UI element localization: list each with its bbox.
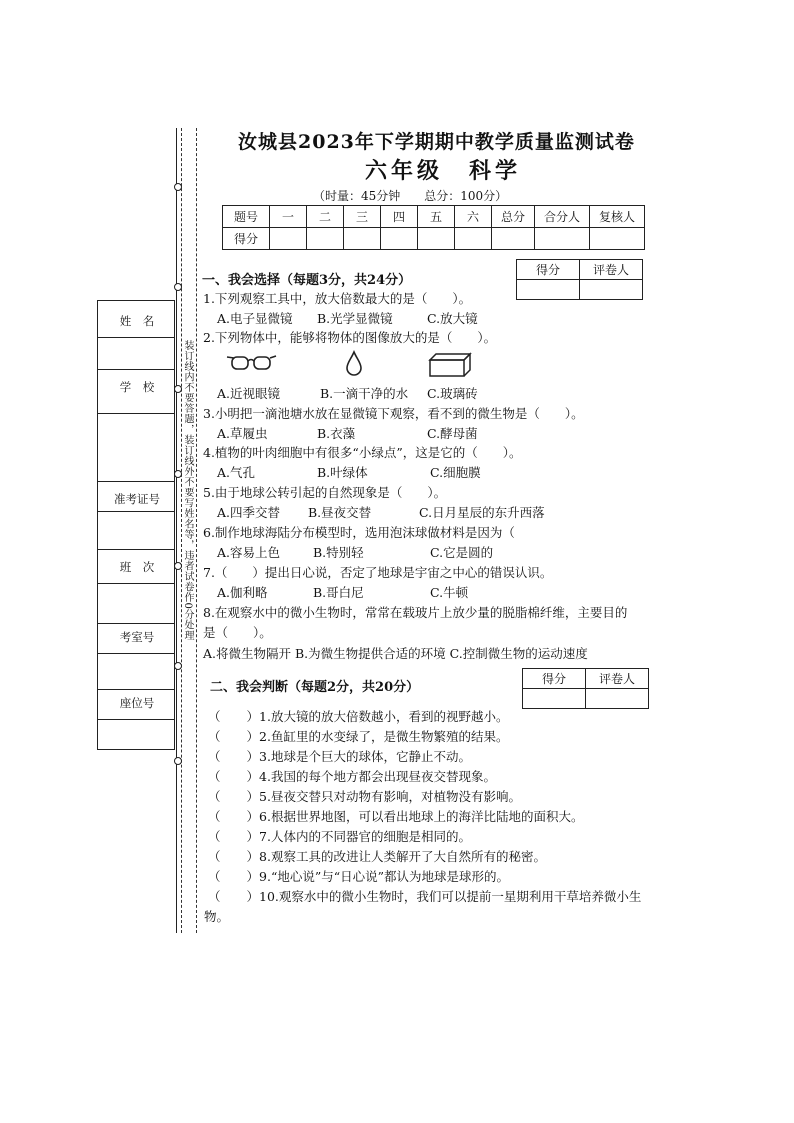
exam-title: 汝城县2023年下学期期中教学质量监测试卷 bbox=[238, 131, 635, 153]
score-table-score-row bbox=[223, 228, 645, 250]
option-b: B.衣藻 bbox=[317, 426, 356, 441]
grader-label: 评卷人 bbox=[586, 669, 649, 689]
paren-close: ） bbox=[246, 709, 260, 724]
section2-title: 二、我会判断（每题2分，共20分） bbox=[210, 680, 420, 695]
exam-number-label: 准考证号 bbox=[114, 492, 160, 506]
exam-room-label: 考室号 bbox=[119, 630, 155, 644]
name-label: 姓 名 bbox=[119, 314, 155, 328]
judge-item bbox=[208, 851, 546, 864]
judge-statement: 3.地球是个巨大的球体，它静止不动。 bbox=[259, 749, 471, 764]
paren-close: ） bbox=[246, 729, 260, 744]
exam-time-score: （时量：45分钟 总分：100分） bbox=[313, 189, 508, 203]
judge-item bbox=[208, 791, 521, 804]
judge-item bbox=[208, 751, 471, 764]
option-b: B.哥白尼 bbox=[313, 585, 364, 600]
judge-item bbox=[208, 711, 508, 724]
paren-close: ） bbox=[246, 809, 260, 824]
paren-open: （ bbox=[208, 829, 221, 844]
question-6: 6.制作地球海陆分布模型时，选用泡沫球做材料是因为（ bbox=[203, 525, 515, 540]
judge-item-10-cont: 物。 bbox=[204, 909, 230, 924]
score-table bbox=[222, 205, 645, 250]
info-divider bbox=[98, 719, 174, 720]
seat-number-label: 座位号 bbox=[119, 696, 155, 710]
score-input-cell[interactable] bbox=[492, 228, 535, 250]
water-drop-icon bbox=[345, 350, 363, 380]
score-cell: 题号 bbox=[223, 206, 270, 228]
paren-close: ） bbox=[246, 889, 260, 904]
question-5: 5.由于地球公转引起的自然现象是（ ）。 bbox=[203, 485, 447, 500]
judge-statement: 1.放大镜的放大倍数越小，看到的视野越小。 bbox=[259, 709, 509, 724]
judge-statement: 6.根据世界地图，可以看出地球上的海洋比陆地的面积大。 bbox=[259, 809, 584, 824]
paren-open: （ bbox=[208, 749, 221, 764]
info-divider bbox=[98, 511, 174, 512]
info-divider bbox=[98, 583, 174, 584]
paren-open: （ bbox=[208, 849, 221, 864]
paren-close: ） bbox=[246, 829, 260, 844]
option-c: C.玻璃砖 bbox=[427, 386, 478, 401]
score-input-cell[interactable] bbox=[344, 228, 381, 250]
score-input-cell[interactable] bbox=[270, 228, 307, 250]
question-2: 2.下列物体中，能够将物体的图像放大的是（ ）。 bbox=[203, 330, 497, 345]
option-a: A.电子显微镜 bbox=[217, 311, 293, 326]
paren-close: ） bbox=[246, 749, 260, 764]
question-7: 7.（ ）提出日心说，否定了地球是宇宙之中心的错误认识。 bbox=[203, 565, 553, 580]
paren-open: （ bbox=[208, 889, 221, 904]
score-cell: 六 bbox=[455, 206, 492, 228]
option-b: B.一滴干净的水 bbox=[320, 386, 409, 401]
paren-open: （ bbox=[208, 809, 221, 824]
binding-hole bbox=[174, 183, 182, 191]
section2-grader-table bbox=[522, 668, 649, 709]
paren-close: ） bbox=[246, 789, 260, 804]
binding-hole bbox=[174, 283, 182, 291]
score-cell: 合分人 bbox=[535, 206, 590, 228]
option-a: A.气孔 bbox=[217, 465, 256, 480]
info-divider bbox=[98, 689, 174, 690]
option-c: C.牛顿 bbox=[430, 585, 469, 600]
score-cell: 三 bbox=[344, 206, 381, 228]
info-divider bbox=[98, 369, 174, 370]
option-b: B.叶绿体 bbox=[317, 465, 368, 480]
judge-statement: 4.我国的每个地方都会出现昼夜交替现象。 bbox=[259, 769, 496, 784]
paren-close: ） bbox=[246, 869, 260, 884]
score-cell: 得分 bbox=[223, 228, 270, 250]
score-cell: 总分 bbox=[492, 206, 535, 228]
option-b: B.光学显微镜 bbox=[317, 311, 393, 326]
option-a: A.四季交替 bbox=[217, 505, 281, 520]
judge-statement: 5.昼夜交替只对动物有影响，对植物没有影响。 bbox=[259, 789, 521, 804]
score-input-cell[interactable] bbox=[418, 228, 455, 250]
score-cell: 一 bbox=[270, 206, 307, 228]
question-8-cont: 是（ ）。 bbox=[203, 625, 272, 640]
judge-statement: 2.鱼缸里的水变绿了，是微生物繁殖的结果。 bbox=[259, 729, 509, 744]
student-info-box bbox=[97, 300, 175, 750]
question-4: 4.植物的叶肉细胞中有很多“小绿点”，这是它的（ ）。 bbox=[203, 445, 522, 460]
judge-item bbox=[208, 831, 471, 844]
question-1: 1.下列观察工具中，放大倍数最大的是（ ）。 bbox=[203, 291, 472, 306]
option-a: A.伽利略 bbox=[217, 585, 268, 600]
question-8-options: A.将微生物隔开 B.为微生物提供合适的环境 C.控制微生物的运动速度 bbox=[203, 646, 588, 661]
grader-score-label: 得分 bbox=[517, 260, 580, 280]
section1-title: 一、我会选择（每题3分，共24分） bbox=[202, 273, 412, 288]
judge-item bbox=[208, 891, 641, 904]
option-a: A.草履虫 bbox=[217, 426, 268, 441]
score-cell: 四 bbox=[381, 206, 418, 228]
score-input-cell[interactable] bbox=[590, 228, 645, 250]
option-c: C.它是圆的 bbox=[430, 545, 494, 560]
info-divider bbox=[98, 413, 174, 414]
score-input-cell[interactable] bbox=[381, 228, 418, 250]
paren-open: （ bbox=[208, 869, 221, 884]
binding-notice: 装订线内不要答题，装订线外不要写姓名等，违者试卷作0分处理 bbox=[182, 340, 193, 641]
info-divider bbox=[98, 653, 174, 654]
judge-item bbox=[208, 731, 508, 744]
binding-hole bbox=[174, 757, 182, 765]
paren-open: （ bbox=[208, 789, 221, 804]
paren-close: ） bbox=[246, 769, 260, 784]
school-label: 学 校 bbox=[119, 380, 155, 394]
grader-label: 评卷人 bbox=[580, 260, 643, 280]
judge-item bbox=[208, 871, 509, 884]
score-cell: 复核人 bbox=[590, 206, 645, 228]
glass-brick-icon bbox=[428, 352, 472, 382]
question-8: 8.在观察水中的微小生物时，常常在载玻片上放少量的脱脂棉纤维，主要目的 bbox=[203, 605, 628, 620]
judge-item bbox=[208, 771, 496, 784]
judge-statement: 7.人体内的不同器官的细胞是相同的。 bbox=[259, 829, 471, 844]
question-3: 3.小明把一滴池塘水放在显微镜下观察，看不到的微生物是（ ）。 bbox=[203, 406, 584, 421]
glasses-icon bbox=[225, 352, 277, 378]
judge-statement: 8.观察工具的改进让人类解开了大自然所有的秘密。 bbox=[259, 849, 546, 864]
score-input-cell[interactable] bbox=[307, 228, 344, 250]
score-cell: 二 bbox=[307, 206, 344, 228]
grader-input-cell[interactable] bbox=[586, 689, 649, 709]
option-b: B.特别轻 bbox=[313, 545, 364, 560]
class-label: 班 次 bbox=[119, 560, 155, 574]
score-table-header-row bbox=[223, 206, 645, 228]
judge-statement: 9.“地心说”与“日心说”都认为地球是球形的。 bbox=[259, 869, 510, 884]
paren-open: （ bbox=[208, 709, 221, 724]
option-c: C.酵母菌 bbox=[427, 426, 478, 441]
info-divider bbox=[98, 549, 174, 550]
paren-open: （ bbox=[208, 769, 221, 784]
option-a: A.容易上色 bbox=[217, 545, 281, 560]
paren-open: （ bbox=[208, 729, 221, 744]
info-divider bbox=[98, 337, 174, 338]
exam-subtitle: 六年级 科学 bbox=[365, 158, 522, 184]
judge-item bbox=[208, 811, 583, 824]
option-b: B.昼夜交替 bbox=[308, 505, 372, 520]
score-cell: 五 bbox=[418, 206, 455, 228]
paren-close: ） bbox=[246, 849, 260, 864]
option-c: C.细胞膜 bbox=[430, 465, 481, 480]
judge-statement: 10.观察水中的微小生物时，我们可以提前一星期利用干草培养微小生 bbox=[259, 889, 642, 904]
section1-grader-table bbox=[516, 259, 643, 300]
option-c: C.放大镜 bbox=[427, 311, 478, 326]
grader-input-cell[interactable] bbox=[523, 689, 586, 709]
grader-input-cell[interactable] bbox=[580, 280, 643, 300]
score-input-cell[interactable] bbox=[455, 228, 492, 250]
option-a: A.近视眼镜 bbox=[217, 386, 281, 401]
score-input-cell[interactable] bbox=[535, 228, 590, 250]
grader-input-cell[interactable] bbox=[517, 280, 580, 300]
grader-score-label: 得分 bbox=[523, 669, 586, 689]
option-c: C.日月星辰的东升西落 bbox=[419, 505, 545, 520]
info-divider bbox=[98, 623, 174, 624]
info-divider bbox=[98, 481, 174, 482]
